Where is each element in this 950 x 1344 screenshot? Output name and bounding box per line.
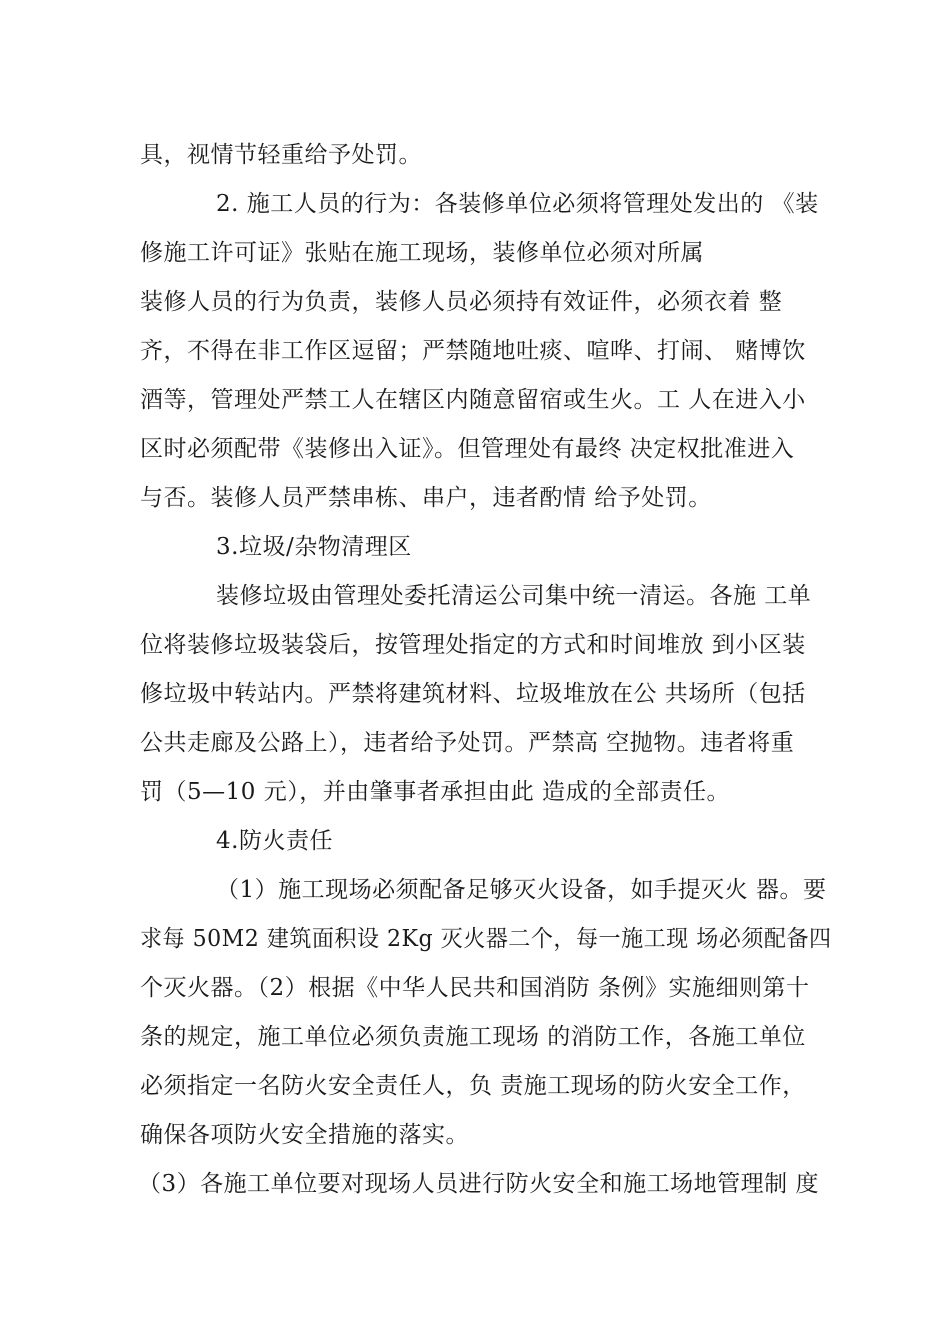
- section-heading: 3.垃圾/杂物清理区: [216, 534, 412, 560]
- text-line: （1）施工现场必须配备足够灭火设备，如手提灭火 器。要: [216, 877, 827, 903]
- text-line: 个灭火器。（2）根据《中华人民共和国消防 条例》实施细则第十: [140, 975, 810, 1001]
- text-line: 必须指定一名防火安全责任人，负 责施工现场的防火安全工作，: [140, 1073, 806, 1099]
- text-line: 修施工许可证》张贴在施工现场，装修单位必须对所属: [140, 240, 704, 266]
- text-line: 确保各项防火安全措施的落实。: [140, 1122, 469, 1148]
- section-heading: 4.防火责任: [216, 828, 333, 854]
- text-line: 公共走廊及公路上），违者给予处罚。严禁高 空抛物。违者将重: [140, 730, 795, 756]
- text-line: （3）各施工单位要对现场人员进行防火安全和施工场地管理制 度: [138, 1171, 819, 1197]
- text-line: 装修垃圾由管理处委托清运公司集中统一清运。各施 工单: [216, 583, 812, 609]
- text-line: 具，视情节轻重给予处罚。: [140, 142, 422, 168]
- text-line: 装修人员的行为负责，装修人员必须持有效证件，必须衣着 整: [140, 289, 783, 315]
- text-line: 与否。装修人员严禁串栋、串户，违者酌情 给予处罚。: [140, 485, 712, 511]
- text-line: 位将装修垃圾装袋后，按管理处指定的方式和时间堆放 到小区装: [140, 632, 806, 658]
- text-line: 条的规定，施工单位必须负责施工现场 的消防工作，各施工单位: [140, 1024, 806, 1050]
- text-line: 求每 50M2 建筑面积设 2Kg 灭火器二个，每一施工现 场必须配备四: [140, 926, 832, 952]
- text-line: 酒等，管理处严禁工人在辖区内随意留宿或生火。工 人在进入小: [140, 387, 806, 413]
- text-line: 2. 施工人员的行为：各装修单位必须将管理处发出的 《装: [216, 191, 819, 217]
- text-line: 齐，不得在非工作区逗留；严禁随地吐痰、喧哗、打闹、 赌博饮: [140, 338, 806, 364]
- text-line: 区时必须配带《装修出入证》。但管理处有最终 决定权批准进入: [140, 436, 795, 462]
- text-line: 修垃圾中转站内。严禁将建筑材料、垃圾堆放在公 共场所（包括: [140, 681, 806, 707]
- text-line: 罚（5—10 元），并由肇事者承担由此 造成的全部责任。: [140, 779, 731, 805]
